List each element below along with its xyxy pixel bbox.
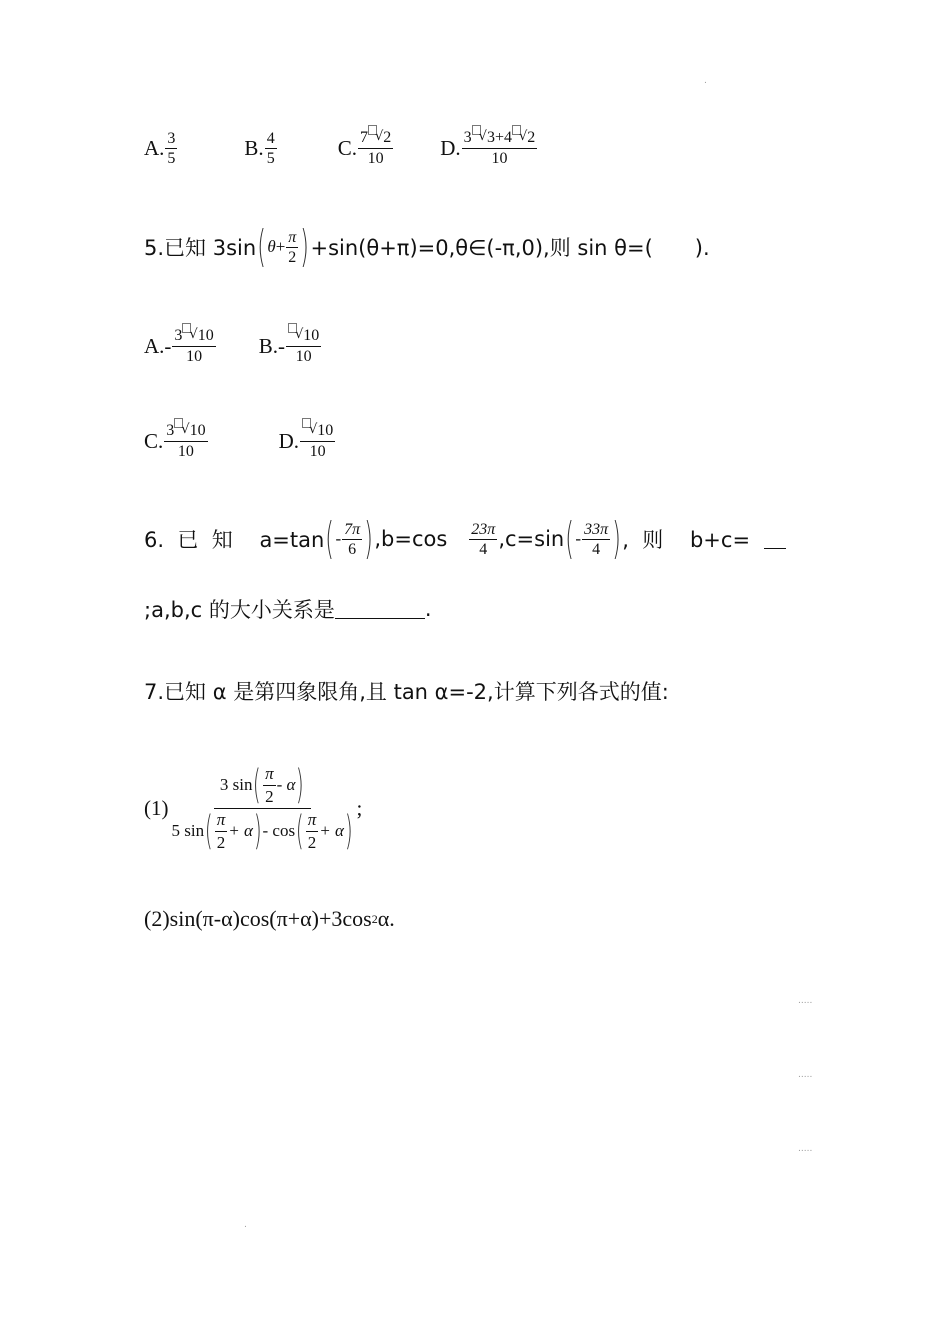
q5-stem: 5.已知 3sin ( θ + $\frac{\pi}{2}$ ) +sin(θ+π)=0,θ∈(-π,0),则 sin θ=( ). <box>144 221 710 272</box>
q7-part2: (2)sin(π-α)cos(π+α)+3cos 2 α. <box>144 906 395 931</box>
q5-option-a: A.- $\frac{3 √10}{10}$ <box>144 326 217 366</box>
q6-blank-1[interactable] <box>764 530 786 549</box>
margin-dots-3: ..... <box>798 1144 813 1154</box>
q4-option-b: B. $\frac{4}{5}$ <box>244 129 275 167</box>
q5-option-d: D. $\frac{√10}{10}$ <box>279 421 337 461</box>
bottom-mark: . <box>244 1220 247 1230</box>
q5-option-c: C. $\frac{3 √10}{10}$ <box>144 421 209 461</box>
q5-options-ab <box>144 323 322 369</box>
q4-option-c: C. $\frac{7 √2}{10}$ <box>338 128 395 168</box>
q7-stem: 7.已知 α 是第四象限角,且 tan α=-2,计算下列各式的值: <box>144 680 669 704</box>
q4-option-d: D. $\frac{3 √3+4 √2}{10}$ <box>440 128 538 168</box>
q5-option-b: B.- $\frac{√10}{10}$ <box>259 326 323 366</box>
q6-line2: ;a,b,c 的大小关系是 . <box>144 597 432 622</box>
q7-part1: (1) 3 sin ( $\frac{\pi}{2}$ - α ) 5 sin ( $\frac{\pi}{2}$ + α ) - cos ( $\frac{\pi}{2}$ + α ) ; <box>144 762 363 854</box>
q7-part1-fraction: 3 sin ( $\frac{\pi}{2}$ - α ) 5 sin ( $\frac{\pi}{2}$ + α ) - cos ( $\frac{\pi}{2}$ + α ) <box>171 762 353 854</box>
margin-dots-1: ..... <box>798 996 813 1006</box>
q4-options <box>144 126 538 170</box>
q4-option-a: A. $\frac{3}{5}$ <box>144 129 176 167</box>
q5-options-cd <box>144 418 336 464</box>
q6-line1: 6. 已 知 a=tan ( - $\frac{7\pi}{6}$ ) ,b=cos $\frac{23\pi}{4}$ ,c=sin ( - $\frac{33\pi}{4}$ ) , 则 b+c= <box>144 514 786 564</box>
corner-mark: . <box>704 76 707 86</box>
q6-blank-2[interactable] <box>335 600 425 619</box>
margin-dots-2: ..... <box>798 1070 813 1080</box>
